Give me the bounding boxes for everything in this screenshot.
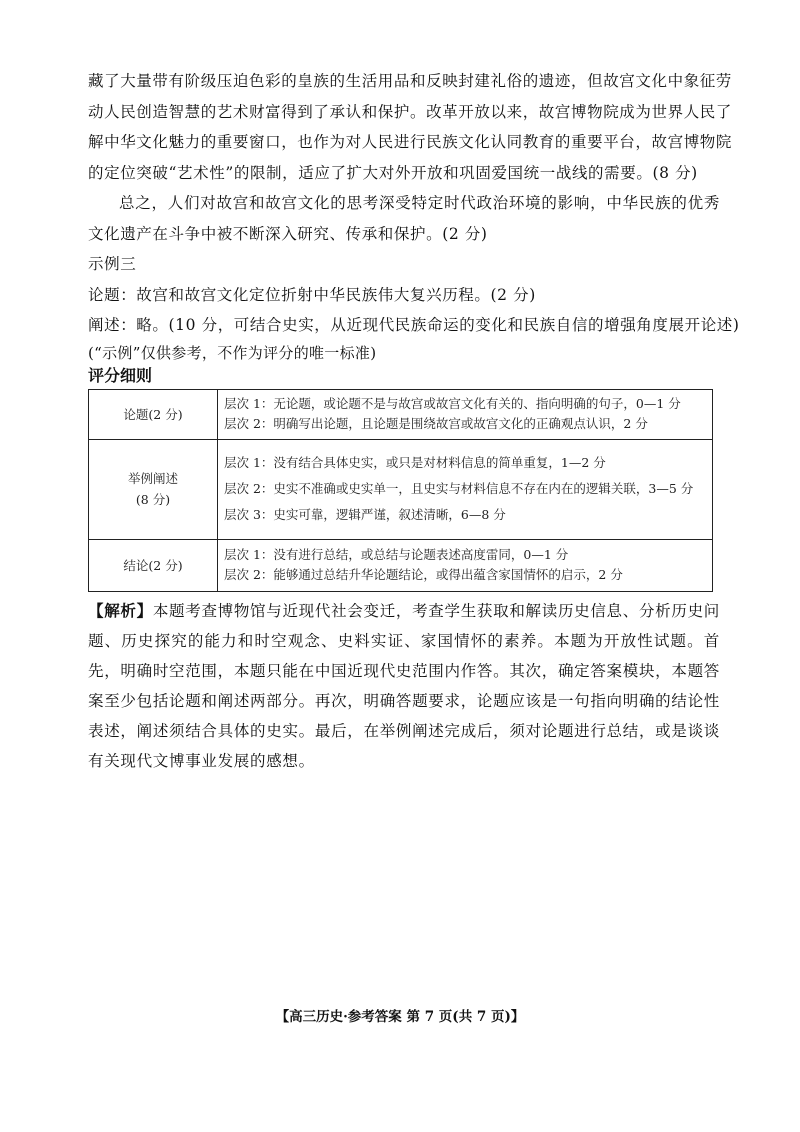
rubric-level: 层次 3：史实可靠，逻辑严谨，叙述清晰，6—8 分: [224, 507, 506, 522]
rubric-row-thesis: [89, 389, 713, 439]
category-label: 结论(2 分): [123, 557, 183, 573]
rubric-levels: [218, 539, 713, 591]
paragraph-palace-positioning: [88, 66, 733, 188]
rubric-category: [89, 439, 218, 539]
category-points: (8 分): [135, 492, 171, 507]
rubric-title: 评分细则: [88, 365, 153, 385]
rubric-level: 层次 2：能够通过总结升华论题结论，或得出蕴含家国情怀的启示，2 分: [224, 567, 623, 582]
analysis-text: 本题考查博物馆与近现代社会变迁，考查学生获取和解读历史信息、分析历史问题、历史探究的能力和时空观念、史料实证、家国情怀的素养。本题为开放性试题。首先，明确时空范围，本题只能在中国近现代史范围内作答。其次，确定答案模块，本题答案至少包括论题和阐述两部分。再次，明确答题要求，论题应该是一句指向明确的结论性表述，阐述须结合具体的史实。最后，在举例阐述完成后，须对论题进行总结，或是谈谈有关现代文博事业发展的感想。: [88, 601, 720, 770]
rubric-level: 层次 2：史实不准确或史实单一，且史实与材料信息不存在内在的逻辑关联，3—5 分: [224, 481, 694, 496]
rubric-table: [88, 389, 713, 592]
text-line: 动人民创造智慧的艺术财富得到了承认和保护。改革开放以来，故宫博物院成为世界人民了: [88, 102, 733, 121]
rubric-level: 层次 1：没有结合具体史实，或只是对材料信息的简单重复，1—2 分: [224, 455, 606, 470]
argument-line: 阐述：略。(10 分，可结合史实，从近现代民族命运的变化和民族自信的增强角度展开论述): [88, 316, 740, 334]
rubric-levels: [218, 439, 713, 539]
rubric-levels: [218, 389, 713, 439]
page-footer: 【高三历史·参考答案 第 7 页(共 7 页)】: [275, 1009, 525, 1025]
reference-note: (“示例”仅供参考，不作为评分的唯一标准): [88, 343, 377, 362]
text-line: 藏了大量带有阶级压迫色彩的皇族的生活用品和反映封建礼俗的遗迹，但故宫文化中象征劳: [88, 72, 733, 90]
rubric-category: [89, 539, 218, 591]
analysis-label: 【解析】: [88, 601, 153, 620]
analysis-paragraph: [88, 596, 720, 776]
example-three-heading: 示例三: [88, 255, 137, 273]
rubric-row-conclusion: [89, 539, 713, 591]
analysis-section: [88, 596, 720, 776]
thesis-line: 论题：故宫和故宫文化定位折射中华民族伟大复兴历程。(2 分): [88, 285, 536, 304]
text-line: 解中华文化魅力的重要窗口，也作为对人民进行民族文化认同教育的重要平台，故宫博物院: [88, 133, 733, 151]
text-line: 的定位突破“艺术性”的限制，适应了扩大对外开放和巩固爱国统一战线的需要。(8 分): [88, 163, 698, 182]
rubric-level: 层次 1：没有进行总结，或总结与论题表述高度雷同，0—1 分: [224, 547, 569, 562]
rubric-row-examples: [89, 439, 713, 539]
paragraph-conclusion: 总之，人们对故宫和故宫文化的思考深受特定时代政治环境的影响，中华民族的优秀文化遗产在斗争中被不断深入研究、传承和保护。(2 分): [88, 194, 720, 243]
rubric-category: [89, 389, 218, 439]
rubric-level: 层次 1：无论题，或论题不是与故宫或故宫文化有关的、指向明确的句子，0—1 分: [224, 396, 681, 411]
rubric-level: 层次 2：明确写出论题，且论题是围绕故宫或故宫文化的正确观点认识，2 分: [224, 416, 648, 431]
answer-page: [88, 66, 740, 776]
category-label: 举例阐述: [127, 471, 178, 486]
category-label: 论题(2 分): [123, 406, 183, 422]
